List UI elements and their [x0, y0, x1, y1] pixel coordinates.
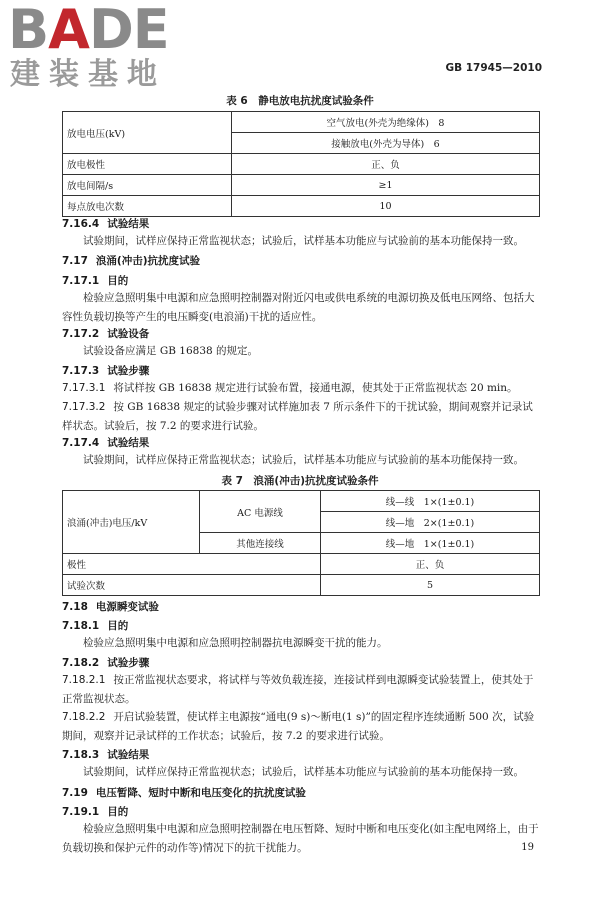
logo-wordmark: BADE	[8, 0, 169, 61]
heading-7-18-2: 7.18.2 试验步骤	[62, 657, 150, 669]
table7-value: 线—线 1×(1±0.1)	[321, 491, 540, 512]
table7-value: 线—地 2×(1±0.1)	[321, 512, 540, 533]
heading-7-17-2: 7.17.2 试验设备	[62, 328, 150, 340]
table6-label: 放电极性	[63, 154, 232, 175]
table7-ac-label: AC 电源线	[200, 491, 321, 533]
logo	[8, 2, 178, 94]
table6-caption: 表 6 静电放电抗扰度试验条件	[226, 95, 374, 107]
heading-7-17: 7.17 浪涌(冲击)抗扰度试验	[62, 255, 201, 267]
table6-label: 每点放电次数	[63, 196, 232, 217]
table7-voltage-label: 浪涌(冲击)电压/kV	[63, 491, 200, 554]
heading-7-19-1: 7.19.1 目的	[62, 806, 129, 818]
para-7-18-1: 检验应急照明集中电源和应急照明控制器抗电源瞬变干扰的能力。	[83, 637, 388, 649]
heading-7-18-3: 7.18.3 试验结果	[62, 749, 150, 761]
para-7-18-2-2: 7.18.2.2 开启试验装置，使试样主电源按“通电(9 s)～断电(1 s)”的固定程序连续通断 500 次，试验期间，观察并记录试样的工作状态；试验后，按 7.2 的要求进行试验。	[62, 711, 535, 742]
para-7-19-1: 检验应急照明集中电源和应急照明控制器在电压暂降、短时中断和电压变化(如主配电网络上，由于负载切换和保护元件的动作等)情况下的抗干扰能力。	[62, 823, 539, 854]
para-7-17-2: 试验设备应满足 GB 16838 的规定。	[83, 345, 259, 357]
para-7-17-4: 试验期间，试样应保持正常监视状态；试验后，试样基本功能应与试验前的基本功能保持一致。	[83, 454, 524, 466]
table7-other-label: 其他连接线	[200, 533, 321, 554]
para-7-18-3: 试验期间，试样应保持正常监视状态；试验后，试样基本功能应与试验前的基本功能保持一致。	[83, 766, 524, 778]
heading-7-18-1: 7.18.1 目的	[62, 620, 129, 632]
logo-subtitle: 建装基地	[10, 57, 166, 92]
table7-value: 线—地 1×(1±0.1)	[321, 533, 540, 554]
heading-7-17-4: 7.17.4 试验结果	[62, 437, 150, 449]
para-7-17-3-1: 7.17.3.1 将试样按 GB 16838 规定进行试验布置，接通电源，使其处于正常监视状态 20 min。	[62, 382, 518, 394]
para-7-18-2-1: 7.18.2.1 按正常监视状态要求，将试样与等效负载连接，连接试样到电源瞬变试验装置上，使其处于正常监视状态。	[62, 674, 534, 705]
heading-7-16-4: 7.16.4 试验结果	[62, 218, 150, 230]
heading-7-19: 7.19 电压暂降、短时中断和电压变化的抗扰度试验	[62, 787, 306, 799]
table7-count-label: 试验次数	[63, 575, 321, 596]
table7	[62, 490, 540, 596]
page-number: 19	[521, 842, 534, 853]
heading-7-17-1: 7.17.1 目的	[62, 275, 129, 287]
table6-value: ≥1	[232, 175, 540, 196]
para-7-17-3-2: 7.17.3.2 按 GB 16838 规定的试验步骤对试样施加表 7 所示条件下的干扰试验，期间观察并记录试样状态。试验后，按 7.2 的要求进行试验。	[62, 401, 533, 432]
table6-value: 10	[232, 196, 540, 217]
para-7-17-1: 检验应急照明集中电源和应急照明控制器对附近闪电或供电系统的电源切换及低电压网络、包括大容性负载切换等产生的电压瞬变(电浪涌)干扰的适应性。	[62, 292, 535, 323]
table6	[62, 111, 540, 217]
heading-7-17-3: 7.17.3 试验步骤	[62, 365, 150, 377]
table6-label: 放电电压(kV)	[63, 112, 232, 154]
table6-value: 空气放电(外壳为绝缘体) 8	[232, 112, 540, 133]
standard-number: GB 17945—2010	[445, 62, 542, 74]
table6-label: 放电间隔/s	[63, 175, 232, 196]
table7-polarity-value: 正、负	[321, 554, 540, 575]
table7-caption: 表 7 浪涌(冲击)抗扰度试验条件	[221, 475, 379, 487]
heading-7-18: 7.18 电源瞬变试验	[62, 601, 159, 613]
table6-value: 接触放电(外壳为导体) 6	[232, 133, 540, 154]
table6-value: 正、负	[232, 154, 540, 175]
table7-polarity-label: 极性	[63, 554, 321, 575]
table7-count-value: 5	[321, 575, 540, 596]
para-7-16-4: 试验期间，试样应保持正常监视状态；试验后，试样基本功能应与试验前的基本功能保持一致。	[83, 235, 524, 247]
